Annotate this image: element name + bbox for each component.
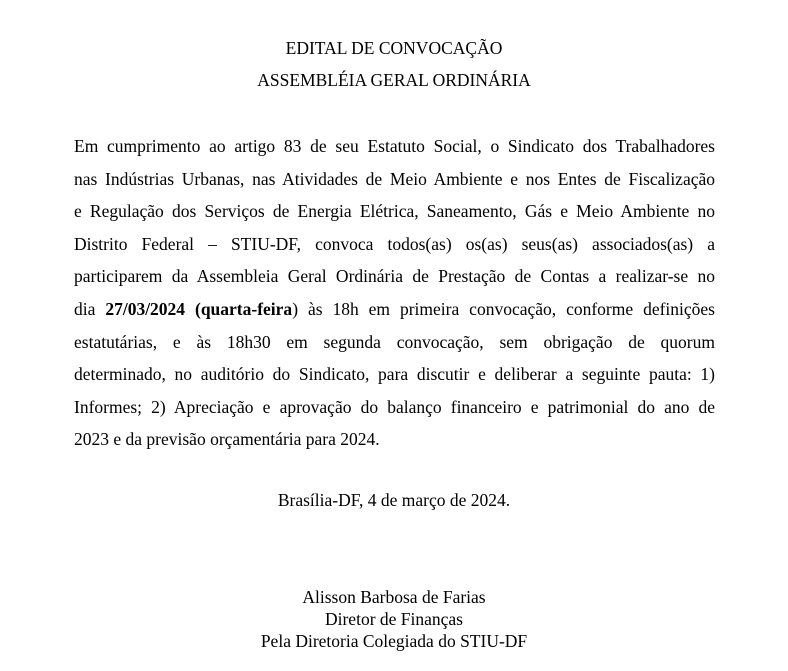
date-line: Brasília-DF, 4 de março de 2024. bbox=[277, 490, 511, 510]
paragraph-line: participarem da Assembleia Geral Ordinária de Prestação de Contas a realizar-se no bbox=[74, 266, 715, 287]
line-text: dia bbox=[74, 298, 106, 319]
line-text: ) às 18h em primeira convocação, conforme definições bbox=[292, 298, 715, 319]
paragraph-line: e Regulação dos Serviços de Energia Elétrica, Saneamento, Gás e Meio Ambiente no bbox=[74, 201, 715, 222]
signatory-name: Alisson Barbosa de Farias bbox=[302, 587, 486, 607]
signatory-role: Diretor de Finanças bbox=[324, 609, 463, 629]
document-title: EDITAL DE CONVOCAÇÃO bbox=[285, 38, 503, 58]
body-paragraph bbox=[74, 133, 715, 459]
paragraph-line: Distrito Federal – STIU-DF, convoca todos(as) os(as) seus(as) associados(as) a bbox=[74, 233, 715, 254]
paragraph-line: 2023 e da previsão orçamentária para 2024. bbox=[74, 429, 380, 450]
signature-block bbox=[0, 586, 788, 652]
paragraph-line: Informes; 2) Apreciação e aprovação do balanço financeiro e patrimonial do ano de bbox=[74, 396, 715, 417]
document-subtitle: ASSEMBLÉIA GERAL ORDINÁRIA bbox=[257, 70, 531, 90]
paragraph-line bbox=[74, 296, 715, 329]
paragraph-line: Em cumprimento ao artigo 83 de seu Estatuto Social, o Sindicato dos Trabalhadores bbox=[74, 136, 715, 156]
meeting-date: 27/03/2024 (quarta-feira bbox=[105, 298, 293, 319]
paragraph-line: nas Indústrias Urbanas, nas Atividades de Meio Ambiente e nos Entes de Fiscalização bbox=[74, 168, 715, 189]
paragraph-line: determinado, no auditório do Sindicato, para discutir e deliberar a seguinte pauta: 1) bbox=[74, 364, 715, 385]
signatory-org: Pela Diretoria Colegiada do STIU-DF bbox=[260, 631, 528, 651]
paragraph-line: estatutárias, e às 18h30 em segunda convocação, sem obrigação de quorum bbox=[74, 331, 715, 352]
